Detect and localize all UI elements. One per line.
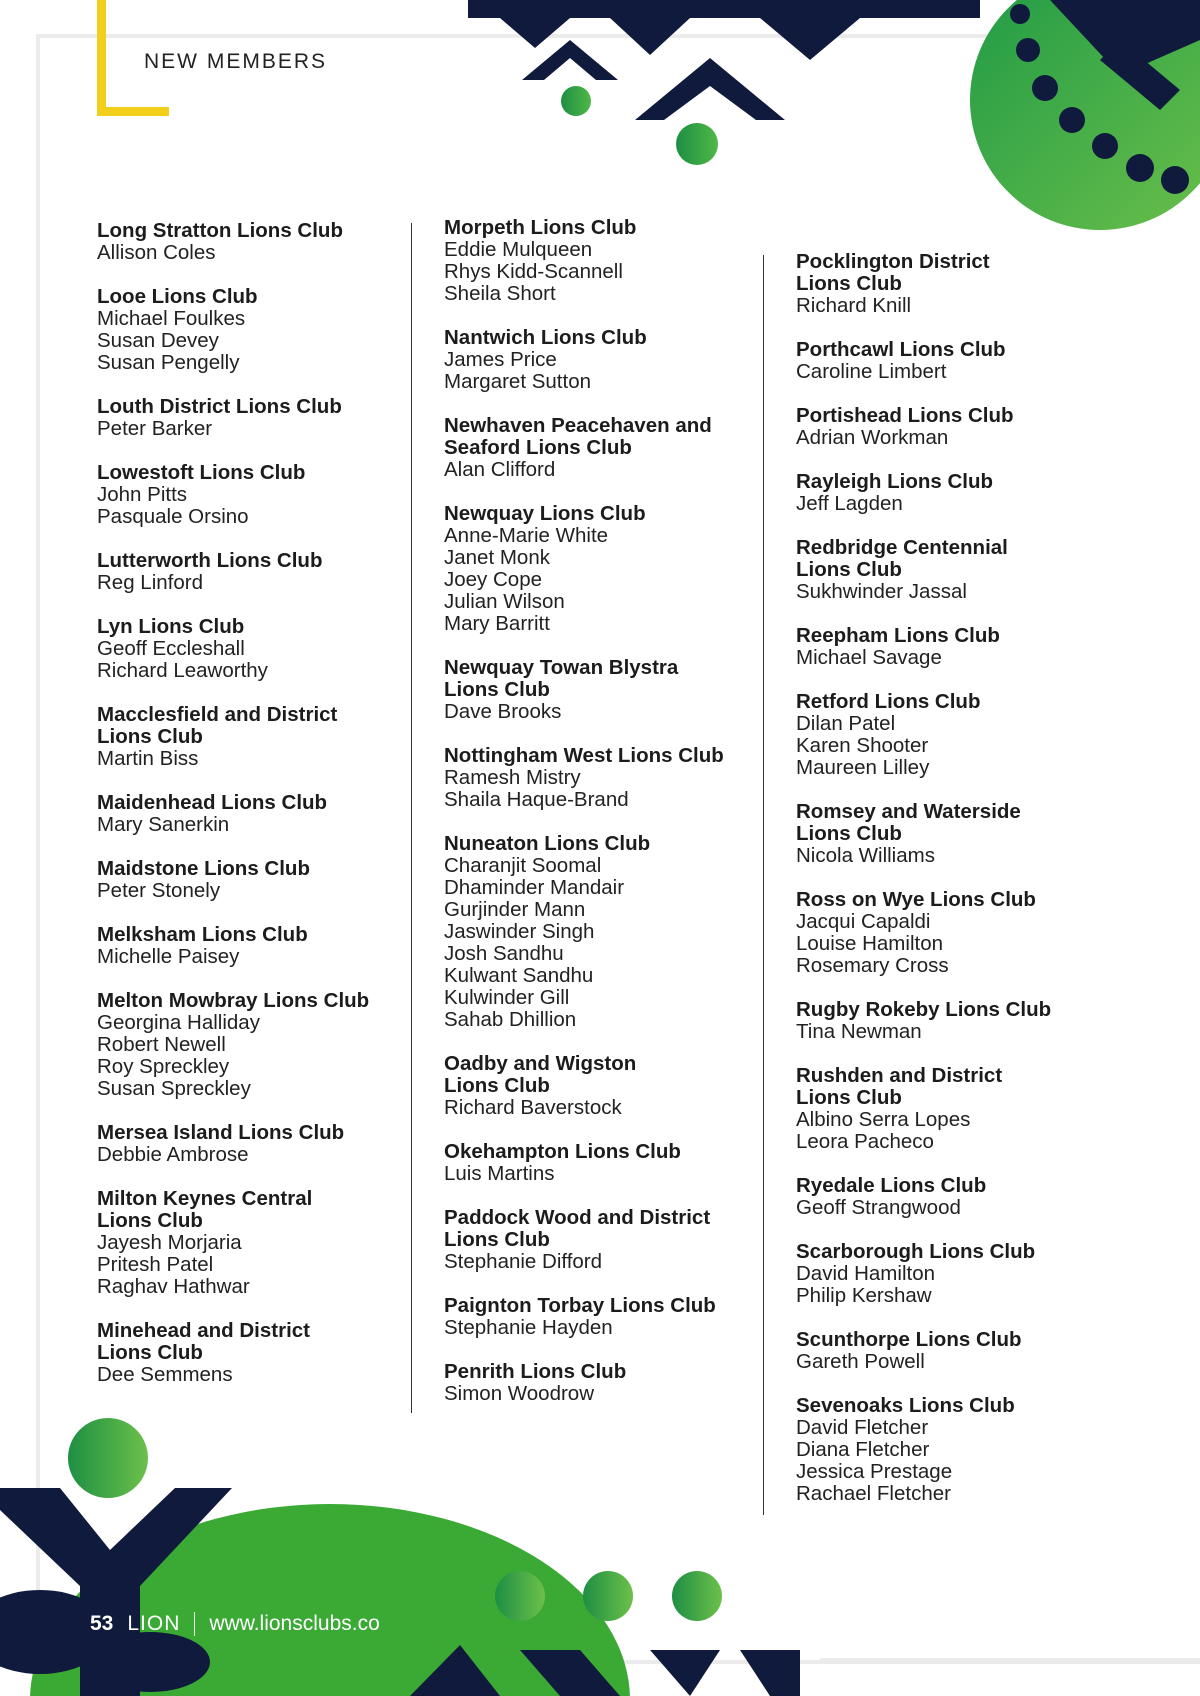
club-name: Looe Lions Club <box>97 285 258 308</box>
member-name: Susan Devey <box>97 329 219 352</box>
member-name: Roy Spreckley <box>97 1055 230 1078</box>
member-name: Tina Newman <box>796 1020 922 1043</box>
club-name: Rushden and District Lions Club <box>796 1064 1003 1109</box>
club-name: Nuneaton Lions Club <box>444 832 651 855</box>
page-footer <box>90 1612 380 1636</box>
club-entry <box>444 1361 754 1405</box>
club-entry <box>97 924 407 968</box>
club-entry <box>97 1188 407 1298</box>
member-name: Pasquale Orsino <box>97 505 249 528</box>
member-name: Susan Pengelly <box>97 351 240 374</box>
member-name: Philip Kershaw <box>796 1284 932 1307</box>
club-entry <box>444 217 754 305</box>
member-name: Sheila Short <box>444 282 556 305</box>
member-name: Jacqui Capaldi <box>796 910 931 933</box>
club-name: Paignton Torbay Lions Club <box>444 1294 716 1317</box>
member-name: Mary Barritt <box>444 612 550 635</box>
member-name: Eddie Mulqueen <box>444 238 593 261</box>
member-name: Dave Brooks <box>444 700 562 723</box>
club-name: Lyn Lions Club <box>97 615 245 638</box>
club-entry <box>796 1329 1126 1373</box>
club-name: Lutterworth Lions Club <box>97 549 323 572</box>
member-name: Georgina Halliday <box>97 1011 260 1034</box>
section-title: NEW MEMBERS <box>144 50 328 73</box>
member-name: Janet Monk <box>444 546 550 569</box>
club-name: Mersea Island Lions Club <box>97 1121 345 1144</box>
club-entry <box>444 1207 754 1273</box>
club-name: Maidenhead Lions Club <box>97 791 328 814</box>
member-name: Jessica Prestage <box>796 1460 953 1483</box>
club-name: Minehead and District Lions Club <box>97 1319 311 1364</box>
member-name: Gareth Powell <box>796 1350 925 1373</box>
club-entry <box>796 691 1126 779</box>
website-link[interactable]: www.lionsclubs.co <box>209 1612 380 1635</box>
member-name: Adrian Workman <box>796 426 949 449</box>
member-name: Martin Biss <box>97 747 199 770</box>
club-entry <box>444 1053 754 1119</box>
member-name: Dee Semmens <box>97 1363 233 1386</box>
footer-separator <box>194 1612 195 1636</box>
club-entry <box>444 415 754 481</box>
member-name: Diana Fletcher <box>796 1438 930 1461</box>
member-name: Luis Martins <box>444 1162 555 1185</box>
member-name: Robert Newell <box>97 1033 226 1056</box>
club-name: Melksham Lions Club <box>97 923 308 946</box>
club-name: Porthcawl Lions Club <box>796 338 1006 361</box>
member-name: Allison Coles <box>97 241 216 264</box>
club-entry <box>796 999 1126 1043</box>
club-name: Ross on Wye Lions Club <box>796 888 1036 911</box>
club-entry <box>796 625 1126 669</box>
club-entry <box>796 339 1126 383</box>
club-entry <box>97 220 407 264</box>
member-name: David Fletcher <box>796 1416 929 1439</box>
club-name: Redbridge Centennial Lions Club <box>796 536 1008 581</box>
club-name: Milton Keynes Central Lions Club <box>97 1187 313 1232</box>
page-number: 53 <box>90 1612 114 1635</box>
member-name: Sukhwinder Jassal <box>796 580 967 603</box>
member-name: Caroline Limbert <box>796 360 947 383</box>
member-name: Stephanie Difford <box>444 1250 603 1273</box>
club-entry <box>796 1065 1126 1153</box>
club-name: Nantwich Lions Club <box>444 326 647 349</box>
member-name: Debbie Ambrose <box>97 1143 249 1166</box>
club-name: Lowestoft Lions Club <box>97 461 306 484</box>
club-name: Penrith Lions Club <box>444 1360 627 1383</box>
member-name: Reg Linford <box>97 571 203 594</box>
club-entry <box>444 1141 754 1185</box>
club-name: Scarborough Lions Club <box>796 1240 1036 1263</box>
member-name: Karen Shooter <box>796 734 929 757</box>
member-column-1 <box>97 220 407 1408</box>
club-name: Maidstone Lions Club <box>97 857 310 880</box>
member-name: Leora Pacheco <box>796 1130 934 1153</box>
member-name: Michael Foulkes <box>97 307 246 330</box>
member-name: Louise Hamilton <box>796 932 943 955</box>
member-name: Nicola Williams <box>796 844 935 867</box>
member-name: Alan Clifford <box>444 458 556 481</box>
club-name: Morpeth Lions Club <box>444 216 637 239</box>
club-entry <box>796 251 1126 317</box>
club-name: Scunthorpe Lions Club <box>796 1328 1022 1351</box>
club-entry <box>796 889 1126 977</box>
member-name: Dhaminder Mandair <box>444 876 625 899</box>
member-name: Rosemary Cross <box>796 954 949 977</box>
member-name: Susan Spreckley <box>97 1077 251 1100</box>
member-name: Stephanie Hayden <box>444 1316 613 1339</box>
club-name: Nottingham West Lions Club <box>444 744 724 767</box>
club-entry <box>97 858 407 902</box>
member-name: Richard Baverstock <box>444 1096 622 1119</box>
club-entry <box>444 657 754 723</box>
member-name: Geoff Eccleshall <box>97 637 245 660</box>
member-name: Dilan Patel <box>796 712 896 735</box>
club-entry <box>97 1122 407 1166</box>
club-name: Portishead Lions Club <box>796 404 1014 427</box>
member-name: Richard Leaworthy <box>97 659 268 682</box>
member-name: Michelle Paisey <box>97 945 240 968</box>
club-name: Ryedale Lions Club <box>796 1174 987 1197</box>
member-name: Mary Sanerkin <box>97 813 230 836</box>
club-entry <box>97 286 407 374</box>
member-name: Raghav Hathwar <box>97 1275 250 1298</box>
club-name: Louth District Lions Club <box>97 395 342 418</box>
club-name: Newquay Lions Club <box>444 502 646 525</box>
member-column-2 <box>444 217 754 1427</box>
member-name: Julian Wilson <box>444 590 565 613</box>
member-name: John Pitts <box>97 483 188 506</box>
member-name: Ramesh Mistry <box>444 766 581 789</box>
member-name: Rachael Fletcher <box>796 1482 951 1505</box>
member-name: Kulwinder Gill <box>444 986 570 1009</box>
club-entry <box>97 704 407 770</box>
member-name: Albino Serra Lopes <box>796 1108 971 1131</box>
member-name: Rhys Kidd-Scannell <box>444 260 623 283</box>
member-name: Pritesh Patel <box>97 1253 214 1276</box>
magazine-name: LION <box>127 1612 181 1635</box>
club-entry <box>796 537 1126 603</box>
club-entry <box>97 990 407 1100</box>
member-name: Sahab Dhillion <box>444 1008 577 1031</box>
club-name: Reepham Lions Club <box>796 624 1000 647</box>
club-entry <box>444 503 754 635</box>
yellow-accent-bar <box>97 0 106 116</box>
member-name: James Price <box>444 348 557 371</box>
club-entry <box>796 801 1126 867</box>
member-name: Simon Woodrow <box>444 1382 595 1405</box>
member-name: Joey Cope <box>444 568 543 591</box>
club-name: Romsey and Waterside Lions Club <box>796 800 1021 845</box>
club-entry <box>97 792 407 836</box>
club-name: Retford Lions Club <box>796 690 981 713</box>
member-name: Josh Sandhu <box>444 942 564 965</box>
member-name: Gurjinder Mann <box>444 898 586 921</box>
club-entry <box>97 462 407 528</box>
club-name: Rugby Rokeby Lions Club <box>796 998 1052 1021</box>
club-entry <box>97 616 407 682</box>
club-entry <box>97 1320 407 1386</box>
member-column-3 <box>796 251 1126 1527</box>
club-entry <box>796 1175 1126 1219</box>
member-name: Jeff Lagden <box>796 492 903 515</box>
club-entry <box>444 1295 754 1339</box>
column-divider <box>411 223 412 1413</box>
column-divider <box>763 255 764 1515</box>
yellow-accent-bar-bottom <box>97 107 169 116</box>
top-right-decoration <box>460 0 1200 240</box>
member-name: Charanjit Soomal <box>444 854 602 877</box>
member-name: Margaret Sutton <box>444 370 591 393</box>
club-name: Okehampton Lions Club <box>444 1140 681 1163</box>
club-name: Melton Mowbray Lions Club <box>97 989 370 1012</box>
club-name: Long Stratton Lions Club <box>97 219 343 242</box>
member-name: Geoff Strangwood <box>796 1196 961 1219</box>
member-name: David Hamilton <box>796 1262 935 1285</box>
club-entry <box>796 405 1126 449</box>
club-entry <box>796 1241 1126 1307</box>
member-name: Michael Savage <box>796 646 942 669</box>
member-name: Jayesh Morjaria <box>97 1231 242 1254</box>
club-entry <box>444 327 754 393</box>
member-name: Peter Barker <box>97 417 213 440</box>
club-name: Pocklington District Lions Club <box>796 250 990 295</box>
club-entry <box>444 833 754 1031</box>
member-name: Jaswinder Singh <box>444 920 595 943</box>
member-name: Peter Stonely <box>97 879 221 902</box>
club-name: Macclesfield and District Lions Club <box>97 703 338 748</box>
club-name: Rayleigh Lions Club <box>796 470 994 493</box>
club-name: Newquay Towan Blystra Lions Club <box>444 656 679 701</box>
member-name: Richard Knill <box>796 294 912 317</box>
member-name: Kulwant Sandhu <box>444 964 594 987</box>
club-entry <box>444 745 754 811</box>
club-entry <box>97 550 407 594</box>
club-entry <box>97 396 407 440</box>
club-name: Oadby and Wigston Lions Club <box>444 1052 637 1097</box>
club-name: Paddock Wood and District Lions Club <box>444 1206 711 1251</box>
member-name: Shaila Haque-Brand <box>444 788 629 811</box>
member-name: Anne-Marie White <box>444 524 609 547</box>
club-name: Newhaven Peacehaven and Seaford Lions Club <box>444 414 712 459</box>
member-name: Maureen Lilley <box>796 756 930 779</box>
club-name: Sevenoaks Lions Club <box>796 1394 1015 1417</box>
club-entry <box>796 1395 1126 1505</box>
club-entry <box>796 471 1126 515</box>
